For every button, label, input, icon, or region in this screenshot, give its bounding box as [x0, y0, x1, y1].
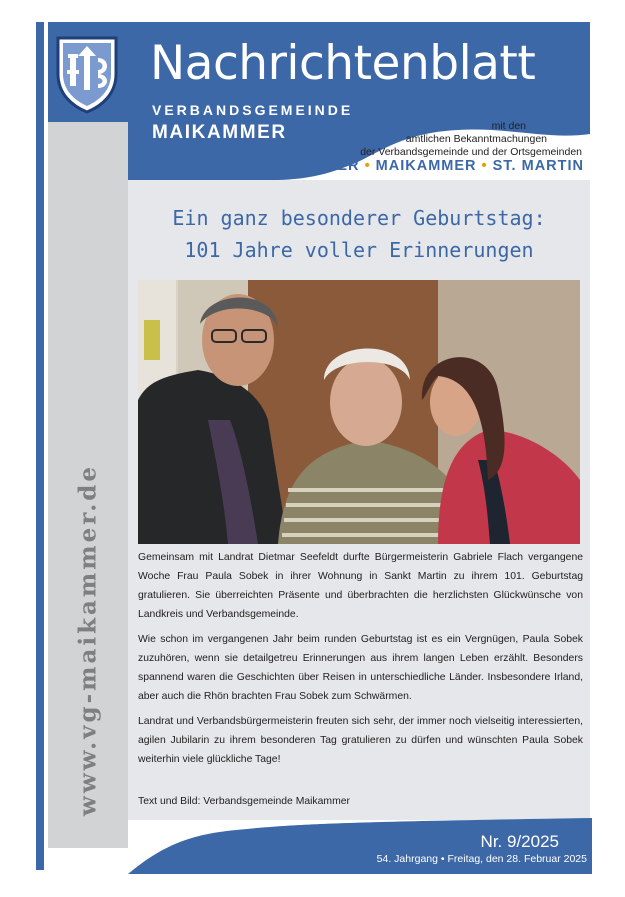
issue-number: Nr. 9/2025	[480, 832, 559, 851]
article-headline-line-2: 101 Jahre voller Erinnerungen	[184, 238, 534, 262]
newspaper-title: Nachrichtenblatt	[150, 36, 536, 91]
coat-of-arms-icon	[54, 30, 120, 114]
article-body	[138, 548, 583, 775]
subtitle-line-1: mit den	[491, 120, 526, 132]
subtitle-line-2: amtlichen Bekanntmachungen	[405, 133, 547, 145]
article-credit: Text und Bild: Verbandsgemeinde Maikammer	[138, 796, 350, 807]
article-paragraph-2: Wie schon im vergangenen Jahr beim runden Geburtstag ist es ein Vergnügen, Paula Sobek zuzuhören, wenn sie detailgetreu Erinnerungen aus ihrem langen Leben erzählt. Besonders spannend waren die Geschichten über Reisen in unterschiedliche Länder. Insbesondere Irland, aber auch die Rhön brachten Frau Sobek zum Schwärmen.	[138, 634, 583, 702]
municipality-st-martin: ST. MARTIN	[492, 158, 584, 174]
subtitle-line-3: der Verbandsgemeinde und der Ortsgemeinden	[360, 146, 582, 158]
municipality-kirrweiler: KIRRWEILER	[257, 158, 360, 174]
verband-label: VERBANDSGEMEINDE	[152, 102, 354, 118]
article-paragraph-3: Landrat und Verbandsbürgermeisterin freuten sich sehr, der immer noch vielseitig interessierten, agilen Jubilarin zu ihrem besonderen Tag gratulieren zu dürfen und wünschten Paula Sobek weiterhin viele glückliche Tage!	[138, 716, 583, 765]
website-url[interactable]: www.vg-maikammer.de	[74, 464, 102, 816]
masthead	[128, 22, 590, 180]
article-photo	[138, 280, 580, 544]
municipalities-line	[258, 158, 584, 174]
article-headline-line-1: Ein ganz besonderer Geburtstag:	[172, 206, 546, 230]
municipality-separator: •	[481, 158, 488, 174]
verband-name: MAIKAMMER	[152, 122, 287, 143]
municipality-separator: •	[364, 158, 371, 174]
left-blue-stripe	[36, 22, 44, 870]
issue-date-line: 54. Jahrgang • Freitag, den 28. Februar 2025	[376, 853, 587, 865]
municipality-maikammer: MAIKAMMER	[375, 158, 477, 174]
article-paragraph-1: Gemeinsam mit Landrat Dietmar Seefeldt durfte Bürgermeisterin Gabriele Flach vergangene Woche Frau Paula Sobek in ihrer Wohnung in Sankt Martin zu ihrem 101. Geburtstag gratulieren. Sie überreichten Präsente und überbrachten die herzlichsten Glückwünsche von Landkreis und Verbandsgemeinde.	[138, 552, 583, 620]
